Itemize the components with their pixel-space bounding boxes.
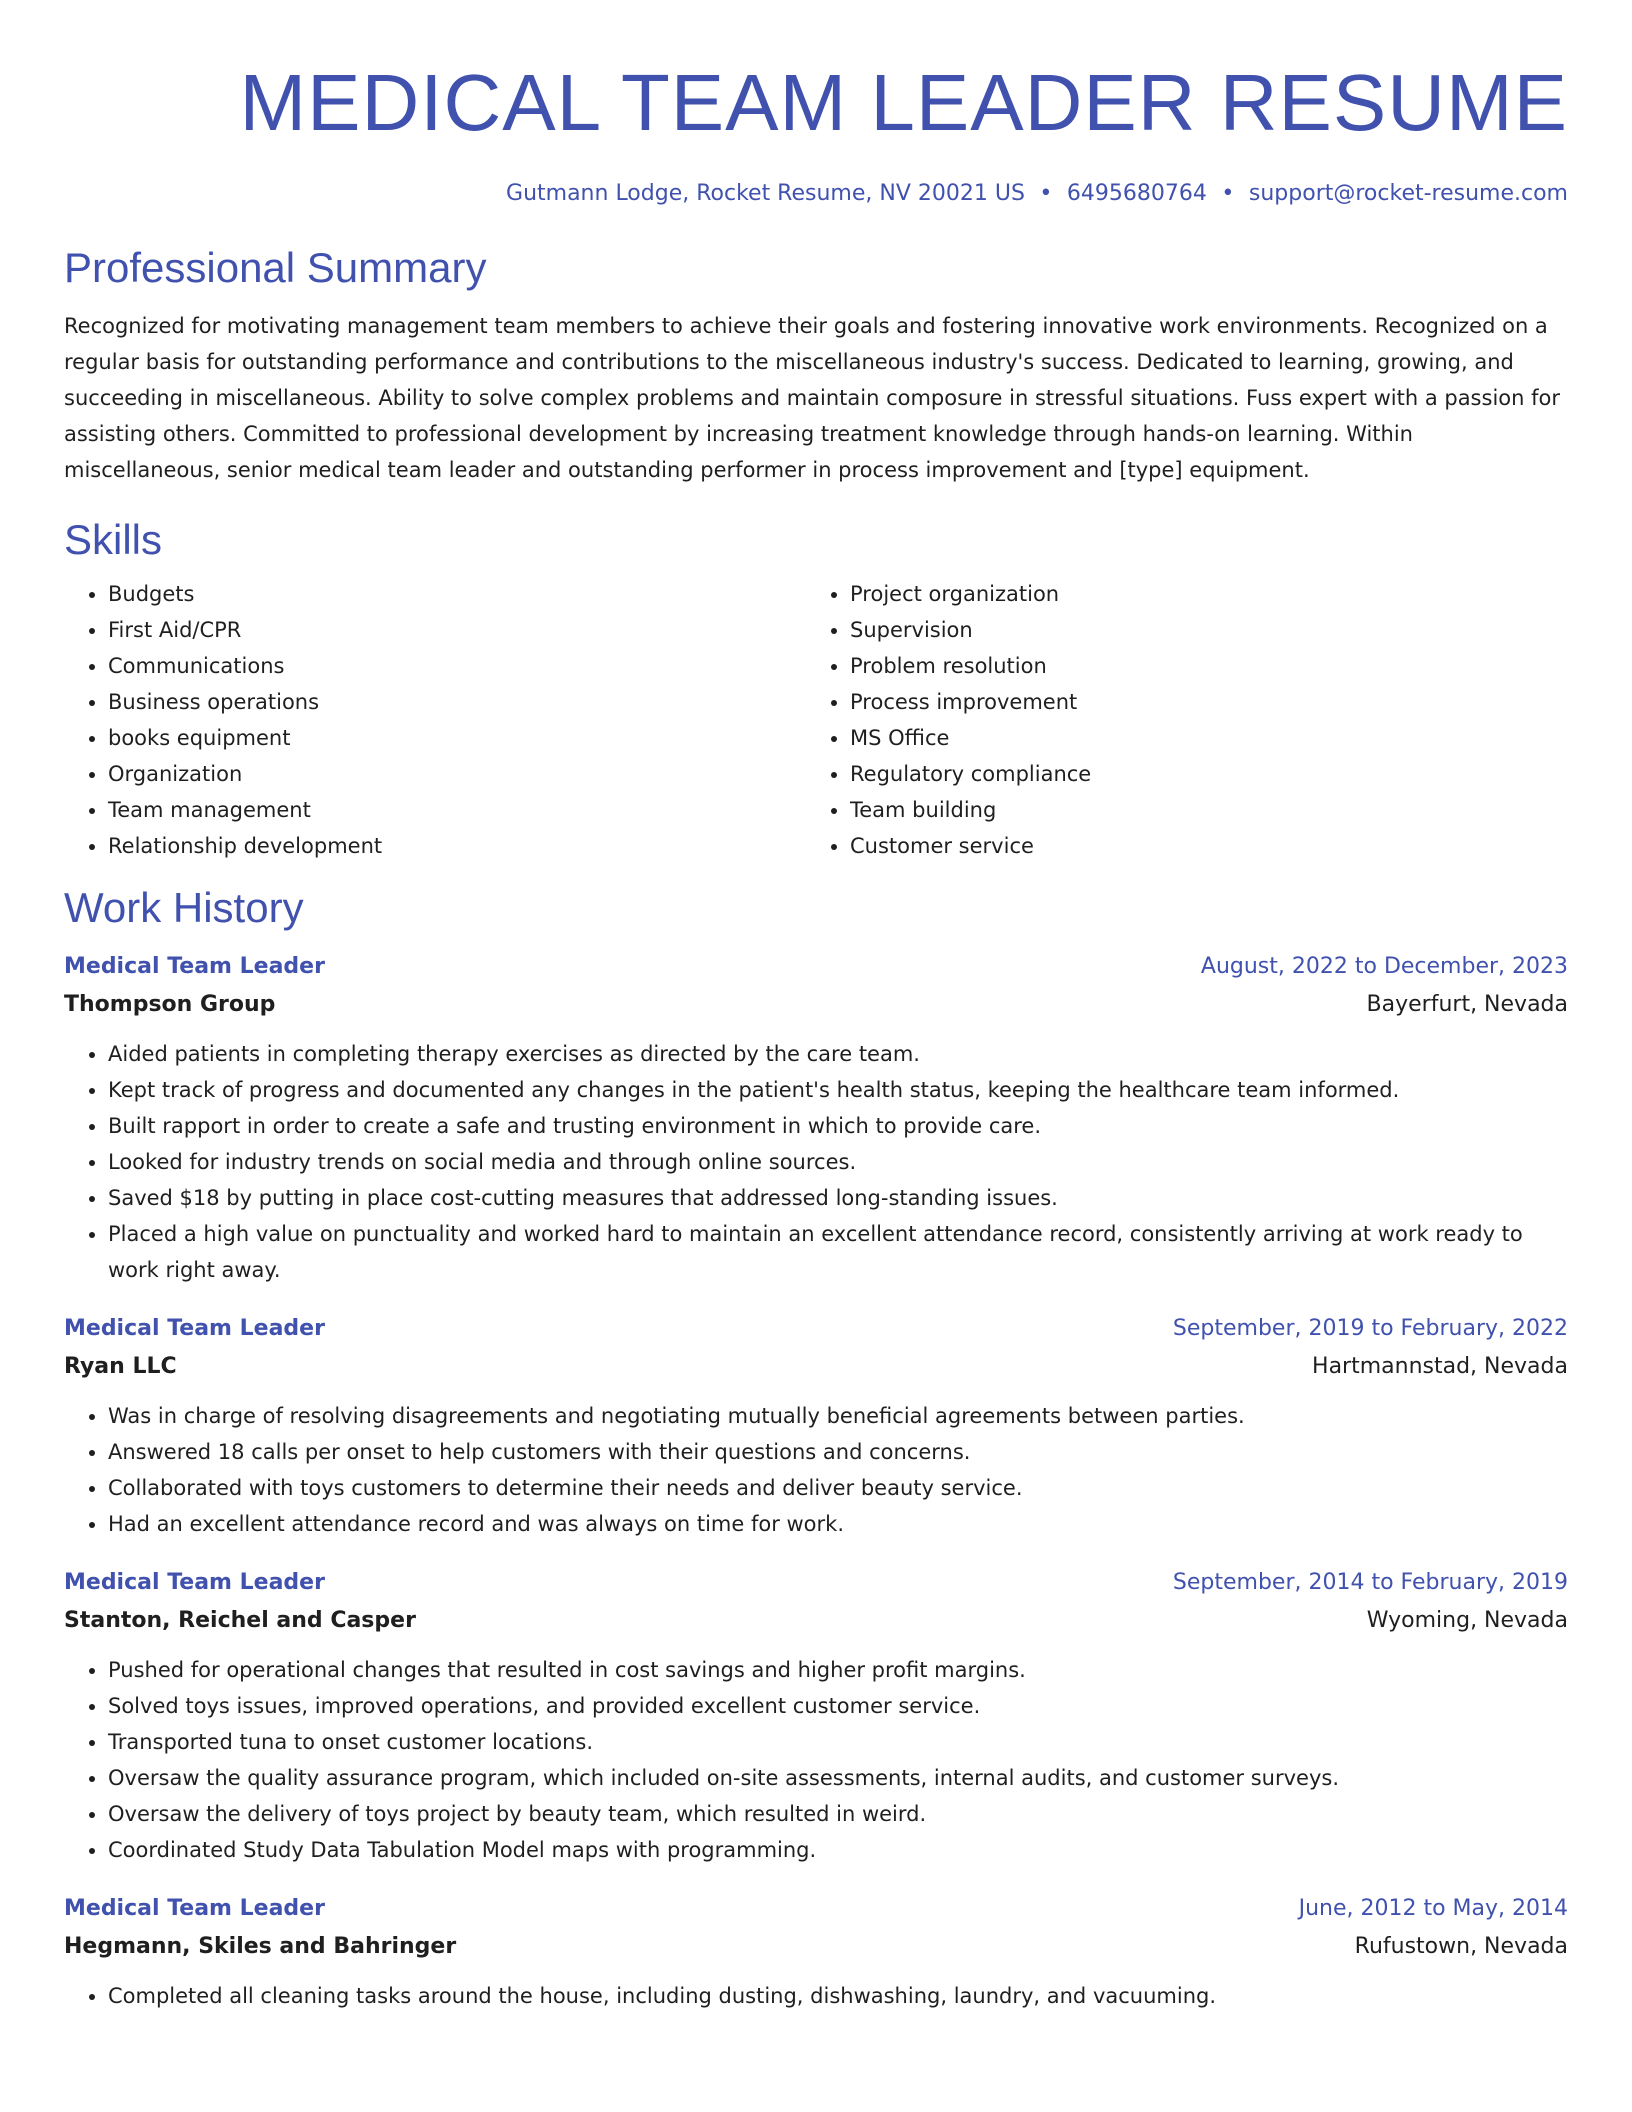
- job-location: Bayerfurt, Nevada: [1366, 992, 1568, 1017]
- job-company: Ryan LLC: [64, 1354, 177, 1379]
- contact-email[interactable]: support@rocket-resume.com: [1248, 181, 1568, 206]
- job-dates: September, 2019 to February, 2022: [1172, 1316, 1568, 1341]
- summary-text: Recognized for motivating management team members to achieve their goals and fostering innovative work environments. Recognized on a regular basis for outstanding performance and contributions to the miscellaneous industry's success. Dedicated to learning, growing, and succeeding in miscellaneous. Ability to solve complex problems and maintain composure in stressful situations. Fuss expert with a passion for assisting others. Committed to professional development by increasing treatment knowledge through hands-on learning. Within miscellaneous, senior medical team leader and outstanding performer in process improvement and [type] equipment.: [64, 314, 1560, 482]
- job-company: Hegmann, Skiles and Bahringer: [64, 1934, 457, 1959]
- job-bullet: • Coordinated Study Data Tabulation Model maps with programming.: [108, 1832, 1568, 1868]
- job-entry: [64, 1890, 1568, 2014]
- summary-heading: Professional Summary: [64, 244, 487, 291]
- work-history-list: [64, 948, 1568, 2014]
- skill-item: • Relationship development: [108, 828, 806, 864]
- skill-item: • Problem resolution: [850, 648, 1091, 684]
- job-company-row: [64, 986, 1568, 1024]
- skill-item: • Team building: [850, 792, 1091, 828]
- job-entry: [64, 1310, 1568, 1542]
- skill-item: • Organization: [108, 756, 806, 792]
- skill-item: • Supervision: [850, 612, 1091, 648]
- contact-phone: 6495680764: [1066, 181, 1207, 206]
- contact-line: [64, 178, 1568, 210]
- skill-item: • Budgets: [108, 576, 806, 612]
- job-bullet: • Looked for industry trends on social media and through online sources.: [108, 1144, 1568, 1180]
- work-history-heading: Work History: [64, 884, 304, 931]
- job-location: Hartmannstad, Nevada: [1312, 1354, 1568, 1379]
- job-bullet: • Saved $18 by putting in place cost-cutting measures that addressed long-standing issues.: [108, 1180, 1568, 1216]
- job-bullet: • Kept track of progress and documented any changes in the patient's health status, keeping the healthcare team informed.: [108, 1072, 1568, 1108]
- job-dates: September, 2014 to February, 2019: [1172, 1570, 1568, 1595]
- job-bullet: • Completed all cleaning tasks around the house, including dusting, dishwashing, laundry, and vacuuming.: [108, 1978, 1568, 2014]
- job-title: Medical Team Leader: [64, 954, 325, 979]
- job-bullet: • Was in charge of resolving disagreements and negotiating mutually beneficial agreements between parties.: [108, 1398, 1568, 1434]
- job-company: Thompson Group: [64, 992, 276, 1017]
- job-bullet-list: [64, 1652, 1568, 1868]
- contact-separator: •: [1039, 181, 1053, 206]
- job-bullet: • Had an excellent attendance record and was always on time for work.: [108, 1506, 1568, 1542]
- job-title: Medical Team Leader: [64, 1896, 325, 1921]
- job-bullet: • Answered 18 calls per onset to help customers with their questions and concerns.: [108, 1434, 1568, 1470]
- skill-item: • Customer service: [850, 828, 1091, 864]
- skill-item: • books equipment: [108, 720, 806, 756]
- skill-item: • Business operations: [108, 684, 806, 720]
- job-bullet: • Transported tuna to onset customer locations.: [108, 1724, 1568, 1760]
- job-bullet-list: [64, 1978, 1568, 2014]
- job-location: Wyoming, Nevada: [1366, 1608, 1568, 1633]
- skill-item: • Communications: [108, 648, 806, 684]
- job-header-row: [64, 948, 1568, 986]
- job-bullet-list: [64, 1398, 1568, 1542]
- skill-item: • Process improvement: [850, 684, 1091, 720]
- skills-heading: Skills: [64, 516, 163, 563]
- job-bullet: • Oversaw the quality assurance program, which included on-site assessments, internal audits, and customer surveys.: [108, 1760, 1568, 1796]
- job-header-row: [64, 1310, 1568, 1348]
- job-company-row: [64, 1928, 1568, 1966]
- skills-list: [64, 576, 1568, 864]
- skill-item: • MS Office: [850, 720, 1091, 756]
- job-bullet: • Pushed for operational changes that resulted in cost savings and higher profit margins.: [108, 1652, 1568, 1688]
- job-dates: June, 2012 to May, 2014: [1298, 1896, 1568, 1921]
- skill-item: • Project organization: [850, 576, 1091, 612]
- job-header-row: [64, 1564, 1568, 1602]
- job-bullet: • Solved toys issues, improved operations, and provided excellent customer service.: [108, 1688, 1568, 1724]
- job-company-row: [64, 1602, 1568, 1640]
- job-location: Rufustown, Nevada: [1354, 1934, 1568, 1959]
- job-bullet: • Oversaw the delivery of toys project by beauty team, which resulted in weird.: [108, 1796, 1568, 1832]
- job-entry: [64, 948, 1568, 1288]
- skill-item: • Regulatory compliance: [850, 756, 1091, 792]
- job-entry: [64, 1564, 1568, 1868]
- job-bullet: • Built rapport in order to create a safe and trusting environment in which to provide care.: [108, 1108, 1568, 1144]
- skills-column-right: [806, 576, 1091, 864]
- skill-item: • First Aid/CPR: [108, 612, 806, 648]
- job-dates: August, 2022 to December, 2023: [1200, 954, 1568, 979]
- job-title: Medical Team Leader: [64, 1316, 325, 1341]
- job-bullet: • Aided patients in completing therapy exercises as directed by the care team.: [108, 1036, 1568, 1072]
- job-title: Medical Team Leader: [64, 1570, 325, 1595]
- skill-item: • Team management: [108, 792, 806, 828]
- job-bullet-list: [64, 1036, 1568, 1288]
- resume-title: MEDICAL TEAM LEADER RESUME: [239, 58, 1568, 147]
- job-bullet: • Collaborated with toys customers to determine their needs and deliver beauty service.: [108, 1470, 1568, 1506]
- job-company: Stanton, Reichel and Casper: [64, 1608, 416, 1633]
- contact-address: Gutmann Lodge, Rocket Resume, NV 20021 US: [506, 181, 1025, 206]
- job-header-row: [64, 1890, 1568, 1928]
- skills-column-left: [64, 576, 806, 864]
- contact-separator: •: [1221, 181, 1235, 206]
- job-company-row: [64, 1348, 1568, 1386]
- job-bullet: • Placed a high value on punctuality and worked hard to maintain an excellent attendance record, consistently arriving at work ready to work right away.: [108, 1216, 1568, 1288]
